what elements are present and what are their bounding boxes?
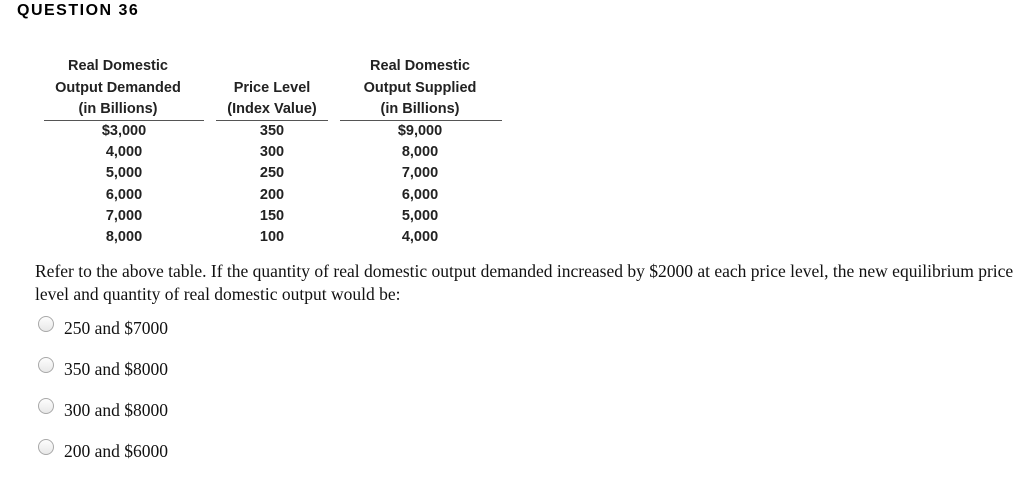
cell-price: 100 bbox=[259, 228, 285, 245]
cell-demanded: 5,000 bbox=[105, 165, 143, 182]
cell-supplied: $9,000 bbox=[397, 123, 443, 139]
cell-demanded: 7,000 bbox=[105, 207, 143, 224]
cell-supplied: 7,000 bbox=[401, 165, 439, 182]
column-supplied bbox=[370, 121, 470, 248]
answer-option-label: 250 and $7000 bbox=[64, 317, 169, 338]
answer-option[interactable] bbox=[38, 399, 168, 421]
header-supplied bbox=[346, 56, 494, 121]
header-demanded-line2: Output Demanded bbox=[55, 79, 181, 96]
column-price bbox=[232, 121, 312, 248]
cell-supplied: 8,000 bbox=[401, 144, 439, 161]
cell-supplied: 5,000 bbox=[401, 207, 439, 224]
answer-option-label: 200 and $6000 bbox=[64, 440, 169, 461]
radio-button[interactable] bbox=[38, 439, 54, 455]
answer-option-label: 300 and $8000 bbox=[64, 399, 169, 420]
cell-price: 200 bbox=[259, 186, 285, 203]
cell-supplied: 6,000 bbox=[401, 186, 439, 203]
header-supplied-line2: Output Supplied bbox=[363, 79, 477, 96]
radio-button[interactable] bbox=[38, 316, 54, 332]
cell-demanded: 8,000 bbox=[105, 228, 143, 245]
cell-price: 250 bbox=[259, 165, 285, 182]
header-demanded-line3: (in Billions) bbox=[78, 101, 158, 117]
cell-supplied: 4,000 bbox=[401, 228, 439, 245]
answer-option-label: 350 and $8000 bbox=[64, 358, 169, 379]
header-supplied-line3: (in Billions) bbox=[380, 101, 460, 117]
cell-price: 350 bbox=[259, 123, 285, 139]
header-demanded-line1: Real Domestic bbox=[68, 58, 168, 74]
question-header: QUESTION 36 bbox=[17, 2, 140, 19]
data-table bbox=[36, 56, 504, 252]
cell-demanded: $3,000 bbox=[101, 123, 147, 139]
cell-price: 150 bbox=[259, 207, 285, 224]
cell-demanded: 4,000 bbox=[105, 144, 143, 161]
header-demanded bbox=[36, 56, 200, 121]
answer-option[interactable] bbox=[38, 440, 168, 462]
answer-option[interactable] bbox=[38, 358, 168, 380]
cell-demanded: 6,000 bbox=[105, 186, 143, 203]
radio-button[interactable] bbox=[38, 398, 54, 414]
question-text: Refer to the above table. If the quantity of real domestic output demanded increased by $2000 at each price level, the new equilibrium price level and quantity of real domestic output would be: bbox=[35, 261, 1014, 304]
header-price-line2: (Index Value) bbox=[227, 101, 317, 117]
header-price-line1: Price Level bbox=[233, 79, 311, 96]
answer-option[interactable] bbox=[38, 317, 168, 339]
column-demanded bbox=[64, 121, 184, 248]
header-supplied-line1: Real Domestic bbox=[370, 58, 470, 74]
header-price bbox=[212, 78, 332, 121]
cell-price: 300 bbox=[259, 144, 285, 161]
radio-button[interactable] bbox=[38, 357, 54, 373]
